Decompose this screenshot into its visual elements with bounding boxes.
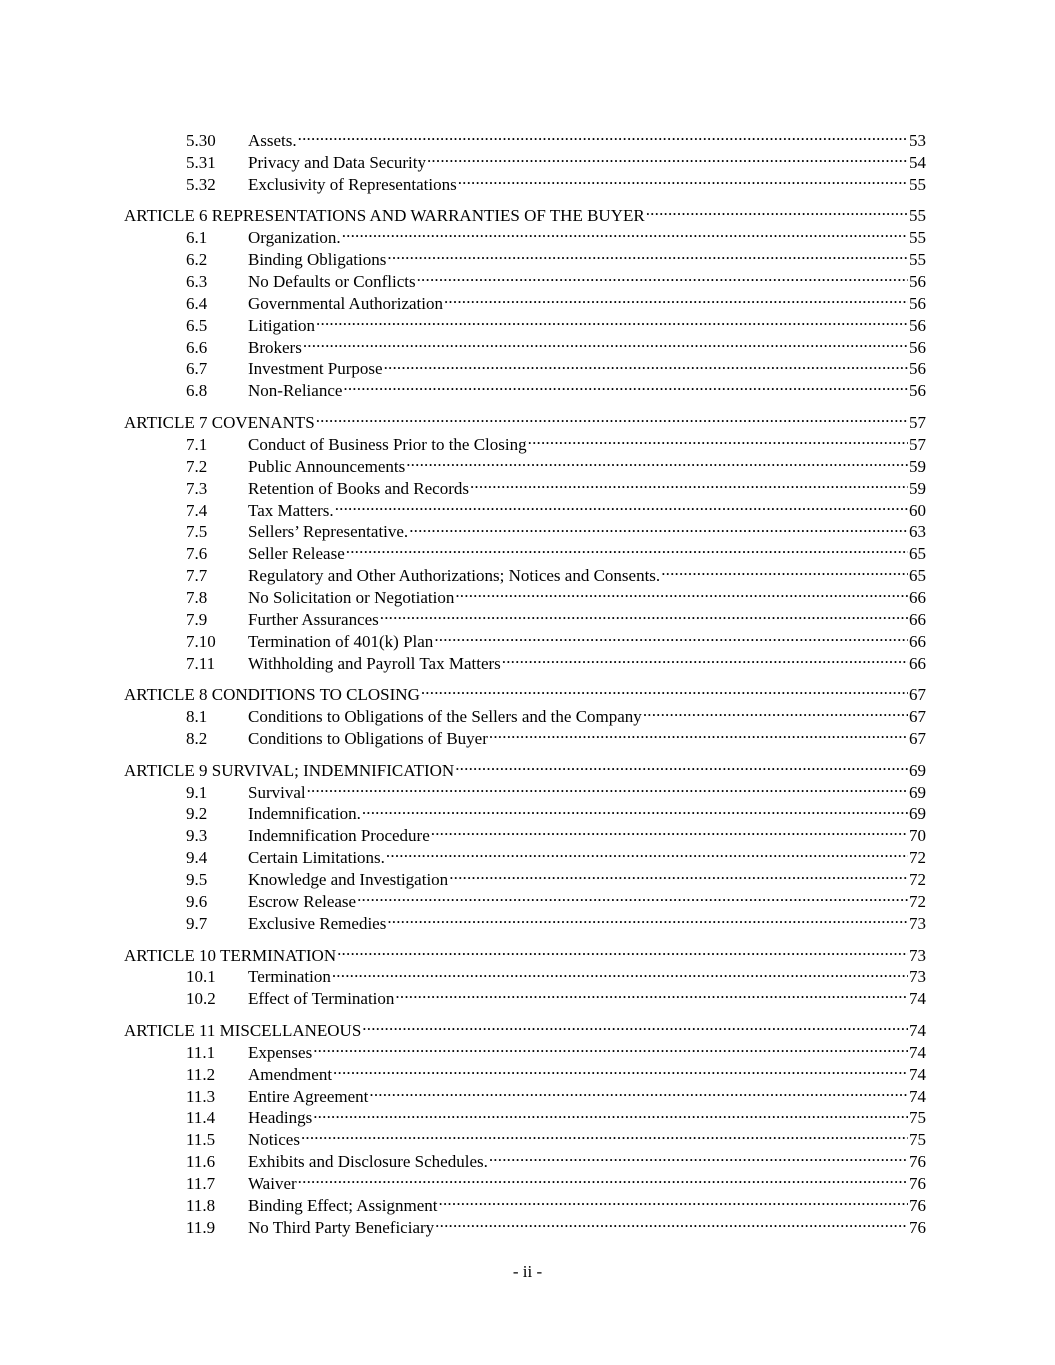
toc-page-number: 66 xyxy=(909,588,926,608)
page-number-footer: - ii - xyxy=(512,1262,543,1281)
toc-section-title: Tax Matters. xyxy=(248,500,334,520)
toc-section-number: 7.4 xyxy=(186,500,208,520)
toc-section-title: Non-Reliance xyxy=(248,381,343,401)
dot-leader xyxy=(297,124,908,146)
dot-leader xyxy=(356,885,908,907)
toc-section-number: 9.6 xyxy=(186,892,208,912)
toc-section-title: Waiver xyxy=(248,1174,297,1194)
toc-section-title: Binding Effect; Assignment xyxy=(248,1195,438,1215)
toc-section-number: 11.9 xyxy=(186,1217,216,1237)
toc-section-title: Governmental Authorization xyxy=(248,293,443,313)
toc-section-number: 8.1 xyxy=(186,707,208,727)
dot-leader xyxy=(469,472,908,494)
toc-section-number: 9.4 xyxy=(186,848,208,868)
toc-section-title: Conditions to Obligations of the Sellers and the Company xyxy=(248,707,642,727)
toc-section-title: No Third Party Beneficiary xyxy=(248,1217,435,1237)
table-of-contents xyxy=(124,124,926,1237)
toc-section-title: Brokers xyxy=(248,337,302,357)
toc-section-number: 7.11 xyxy=(186,653,216,673)
toc-page-number: 65 xyxy=(909,544,926,564)
toc-article-row[interactable] xyxy=(124,199,926,226)
toc-section-number: 9.7 xyxy=(186,913,208,933)
toc-section-title: Privacy and Data Security xyxy=(248,152,426,172)
toc-section-title: Regulatory and Other Authorizations; Notices and Consents. xyxy=(248,566,661,586)
toc-page-number: 74 xyxy=(909,1064,926,1084)
dot-leader xyxy=(645,199,908,221)
toc-page-number: 56 xyxy=(909,293,926,313)
dot-leader xyxy=(642,700,908,722)
toc-section-title: Notices xyxy=(248,1130,300,1150)
dot-leader xyxy=(315,406,908,428)
toc-section-title: Sellers’ Representative. xyxy=(248,522,409,542)
toc-page-number: 69 xyxy=(909,760,926,780)
dot-leader xyxy=(368,1080,908,1102)
toc-section-title: Escrow Release xyxy=(248,892,357,912)
toc-section-number: 11.2 xyxy=(186,1064,216,1084)
toc-section-number: 5.31 xyxy=(186,152,216,172)
dot-leader xyxy=(394,982,908,1004)
toc-article-title: ARTICLE 8 CONDITIONS TO CLOSING xyxy=(124,685,420,705)
toc-page-number: 74 xyxy=(909,1086,926,1106)
toc-section-title: Expenses xyxy=(248,1042,313,1062)
dot-leader xyxy=(306,776,908,798)
toc-page-number: 67 xyxy=(909,685,926,705)
toc-page-number: 66 xyxy=(909,653,926,673)
toc-section-title: Indemnification. xyxy=(248,804,361,824)
toc-section-number: 10.1 xyxy=(186,967,216,987)
toc-section-title: Conditions to Obligations of Buyer xyxy=(248,729,488,749)
toc-article-title: ARTICLE 11 MISCELLANEOUS xyxy=(124,1020,362,1040)
toc-page-number: 56 xyxy=(909,359,926,379)
dot-leader xyxy=(386,243,908,265)
toc-section-number: 7.9 xyxy=(186,609,208,629)
toc-section-title: Assets. xyxy=(248,130,297,150)
toc-page-number: 53 xyxy=(909,130,926,150)
toc-page-number: 66 xyxy=(909,631,926,651)
toc-section-title: Exclusivity of Representations xyxy=(248,174,457,194)
dot-leader xyxy=(315,309,908,331)
toc-article-row[interactable] xyxy=(124,939,926,965)
toc-section-number: 11.3 xyxy=(186,1086,216,1106)
dot-leader xyxy=(336,939,908,961)
toc-page-number: 73 xyxy=(909,967,926,987)
toc-article-title: ARTICLE 10 TERMINATION xyxy=(124,945,337,965)
toc-page-number: 74 xyxy=(909,1042,926,1062)
toc-section-number: 7.8 xyxy=(186,588,208,608)
toc-section-title: Further Assurances xyxy=(248,609,379,629)
dot-leader xyxy=(454,581,908,603)
dot-leader xyxy=(331,961,908,983)
dot-leader xyxy=(342,374,908,396)
dot-leader xyxy=(438,1189,908,1211)
dot-leader xyxy=(383,353,908,375)
toc-page-number: 69 xyxy=(909,804,926,824)
toc-page-number: 72 xyxy=(909,892,926,912)
toc-page-number: 75 xyxy=(909,1108,926,1128)
toc-section-title: Seller Release xyxy=(248,544,345,564)
toc-page-number: 59 xyxy=(909,478,926,498)
toc-section-title: Knowledge and Investigation xyxy=(248,870,449,890)
toc-section-number: 7.6 xyxy=(186,544,208,564)
toc-section-number: 6.3 xyxy=(186,271,208,291)
toc-page-number: 63 xyxy=(909,522,926,542)
toc-page-number: 75 xyxy=(909,1130,926,1150)
toc-page-number: 67 xyxy=(909,707,926,727)
dot-leader xyxy=(345,537,908,559)
toc-page-number: 70 xyxy=(909,826,926,846)
toc-section-number: 6.6 xyxy=(186,337,208,357)
toc-page-number: 56 xyxy=(909,381,926,401)
dot-leader xyxy=(312,1102,908,1124)
toc-page-number: 76 xyxy=(909,1152,926,1172)
toc-page-number: 76 xyxy=(909,1217,926,1237)
toc-page-number: 72 xyxy=(909,848,926,868)
toc-section-title: Entire Agreement xyxy=(248,1086,369,1106)
toc-page-number: 57 xyxy=(909,412,926,432)
toc-section-number: 7.3 xyxy=(186,478,208,498)
dot-leader xyxy=(454,754,908,776)
toc-section-row[interactable] xyxy=(124,124,926,150)
toc-section-number: 9.1 xyxy=(186,782,208,802)
toc-article-title: ARTICLE 7 COVENANTS xyxy=(124,412,315,432)
toc-section-title: No Solicitation or Negotiation xyxy=(248,588,455,608)
toc-section-title: Withholding and Payroll Tax Matters xyxy=(248,653,501,673)
toc-section-number: 6.8 xyxy=(186,381,208,401)
dot-leader xyxy=(385,841,908,863)
toc-section-number: 6.1 xyxy=(186,228,208,248)
toc-section-number: 11.6 xyxy=(186,1152,216,1172)
dot-leader xyxy=(420,678,908,700)
dot-leader xyxy=(434,1211,908,1233)
toc-article-title: ARTICLE 6 REPRESENTATIONS AND WARRANTIES OF THE BUYER xyxy=(124,206,645,226)
toc-page-number: 55 xyxy=(909,250,926,270)
toc-article-row[interactable] xyxy=(124,678,926,705)
toc-section-title: Conduct of Business Prior to the Closing xyxy=(248,434,527,454)
toc-section-title: Binding Obligations xyxy=(248,250,387,270)
dot-leader xyxy=(386,907,908,929)
toc-page-number: 74 xyxy=(909,989,926,1009)
dot-leader xyxy=(334,494,908,516)
toc-article-row[interactable] xyxy=(124,754,926,780)
toc-section-number: 11.5 xyxy=(186,1130,216,1150)
dot-leader xyxy=(341,221,908,243)
toc-page-number: 76 xyxy=(909,1174,926,1194)
toc-section-number: 5.30 xyxy=(186,130,216,150)
toc-article-row[interactable] xyxy=(124,1014,926,1040)
toc-page-number: 55 xyxy=(909,228,926,248)
toc-page-number: 56 xyxy=(909,315,926,335)
toc-page-number: 73 xyxy=(909,913,926,933)
toc-section-title: No Defaults or Conflicts xyxy=(248,271,416,291)
toc-section-title: Exhibits and Disclosure Schedules. xyxy=(248,1152,488,1172)
dot-leader xyxy=(433,625,908,647)
dot-leader xyxy=(416,265,908,287)
toc-section-title: Organization. xyxy=(248,228,341,248)
toc-section-number: 11.1 xyxy=(186,1042,216,1062)
toc-section-number: 6.7 xyxy=(186,359,208,379)
toc-section-number: 7.7 xyxy=(186,566,208,586)
dot-leader xyxy=(379,603,908,625)
toc-section-title: Retention of Books and Records xyxy=(248,478,469,498)
dot-leader xyxy=(332,1058,908,1080)
toc-section-title: Exclusive Remedies xyxy=(248,913,387,933)
dot-leader xyxy=(302,331,908,353)
dot-leader xyxy=(443,287,908,309)
dot-leader xyxy=(457,168,908,190)
toc-section-number: 9.2 xyxy=(186,804,208,824)
toc-section-number: 7.5 xyxy=(186,522,208,542)
toc-section-title: Litigation xyxy=(248,315,316,335)
dot-leader xyxy=(312,1036,908,1058)
dot-leader xyxy=(405,450,908,472)
toc-section-number: 11.4 xyxy=(186,1108,216,1128)
toc-section-number: 6.5 xyxy=(186,315,208,335)
dot-leader xyxy=(448,863,908,885)
toc-page-number: 69 xyxy=(909,782,926,802)
dot-leader xyxy=(297,1167,908,1189)
toc-page-number: 67 xyxy=(909,729,926,749)
toc-section-number: 7.2 xyxy=(186,456,208,476)
toc-section-number: 10.2 xyxy=(186,989,216,1009)
dot-leader xyxy=(361,1014,908,1036)
toc-page-number: 56 xyxy=(909,337,926,357)
toc-page-number: 56 xyxy=(909,271,926,291)
dot-leader xyxy=(300,1123,908,1145)
dot-leader xyxy=(488,722,908,744)
toc-section-number: 5.32 xyxy=(186,174,216,194)
dot-leader xyxy=(501,647,908,669)
toc-page-number: 55 xyxy=(909,206,926,226)
toc-page-number: 57 xyxy=(909,434,926,454)
toc-section-number: 6.4 xyxy=(186,293,208,313)
toc-page-number: 74 xyxy=(909,1020,926,1040)
toc-section-number: 8.2 xyxy=(186,729,208,749)
toc-page-number: 76 xyxy=(909,1195,926,1215)
toc-section-title: Survival xyxy=(248,782,306,802)
toc-page-number: 54 xyxy=(909,152,926,172)
toc-section-number: 7.10 xyxy=(186,631,216,651)
dot-leader xyxy=(660,559,908,581)
dot-leader xyxy=(527,428,908,450)
toc-section-number: 9.5 xyxy=(186,870,208,890)
toc-section-title: Amendment xyxy=(248,1064,333,1084)
toc-article-title: ARTICLE 9 SURVIVAL; INDEMNIFICATION xyxy=(124,760,455,780)
toc-section-number: 9.3 xyxy=(186,826,208,846)
toc-page-number: 60 xyxy=(909,500,926,520)
toc-section-title: Investment Purpose xyxy=(248,359,383,379)
toc-page-number: 72 xyxy=(909,870,926,890)
toc-section-number: 11.8 xyxy=(186,1195,216,1215)
toc-page-number: 65 xyxy=(909,566,926,586)
dot-leader xyxy=(361,798,908,820)
toc-section-title: Termination of 401(k) Plan xyxy=(248,631,434,651)
toc-article-row[interactable] xyxy=(124,406,926,432)
toc-page-number: 73 xyxy=(909,945,926,965)
toc-section-number: 6.2 xyxy=(186,250,208,270)
dot-leader xyxy=(408,516,908,538)
toc-section-number: 7.1 xyxy=(186,434,208,454)
toc-page-number: 55 xyxy=(909,174,926,194)
toc-section-title: Termination xyxy=(248,967,331,987)
toc-section-title: Certain Limitations. xyxy=(248,848,385,868)
toc-section-title: Headings xyxy=(248,1108,313,1128)
toc-section-title: Effect of Termination xyxy=(248,989,395,1009)
dot-leader xyxy=(488,1145,908,1167)
toc-section-title: Public Announcements xyxy=(248,456,406,476)
toc-page-number: 59 xyxy=(909,456,926,476)
dot-leader xyxy=(426,146,908,168)
toc-section-title: Indemnification Procedure xyxy=(248,826,430,846)
toc-page-number: 66 xyxy=(909,609,926,629)
dot-leader xyxy=(430,819,908,841)
toc-section-number: 11.7 xyxy=(186,1174,216,1194)
